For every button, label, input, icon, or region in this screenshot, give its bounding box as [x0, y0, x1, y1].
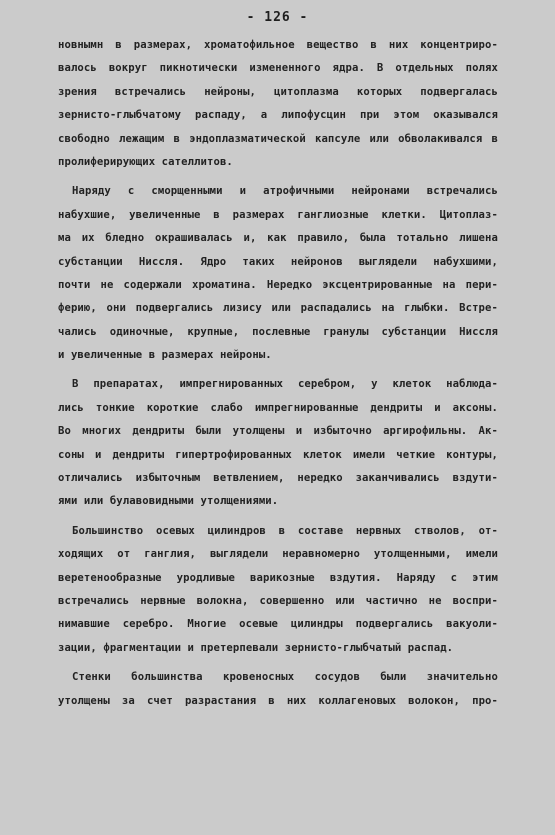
text-line: отличались избыточным ветвлением, нередко заканчивались вздути- — [58, 472, 498, 485]
text-line: валось вокруг пикнотически измененного ядра. В отдельных полях — [58, 62, 498, 75]
text-line: соны и дендриты гипертрофированных клеток имели четкие контуры, — [58, 448, 498, 461]
text-line: ма их бледно окрашивалась и, как правило, была тотально лишена — [58, 232, 498, 245]
text-line: зации, фрагментации и претерпевали зернисто-глыбчатый распад. — [58, 641, 454, 654]
text-line: нимавшие серебро. Многие осевые цилиндры подвергались вакуоли- — [58, 618, 498, 631]
text-line: ями или булавовидными утолщениями. — [58, 495, 279, 508]
text-line: ходящих от ганглия, выглядели неравномерно утолщенными, имели — [58, 548, 498, 561]
text-line: Стенки большинства кровеносных сосудов были значительно — [72, 671, 498, 684]
text-line: веретенообразные уродливые варикозные вздутия. Наряду с этим — [58, 571, 498, 584]
text-line: встречались нервные волокна, совершенно или частично не воспри- — [58, 594, 498, 607]
page-number: - 126 - — [246, 10, 309, 25]
text-line: Во многих дендриты были утолщены и избыточно аргирофильны. Ак- — [58, 425, 498, 438]
text-line: Большинство осевых цилиндров в составе нервных стволов, от- — [72, 524, 498, 537]
text-line: набухшие, увеличенные в размерах ганглиозные клетки. Цитоплаз- — [58, 208, 498, 221]
text-line: В препаратах, импрегнированных серебром, у клеток наблюда- — [72, 378, 498, 391]
text-line: пролиферирующих сателлитов. — [58, 155, 233, 168]
text-line: почти не содержали хроматина. Нередко эксцентрированные на пери- — [58, 278, 498, 291]
text-line: зернисто-глыбчатому распаду, а липофусцин при этом оказывался — [58, 109, 498, 122]
text-line: ферию, они подвергались лизису или распадались на глыбки. Встре- — [58, 302, 498, 315]
text-line: свободно лежащим в эндоплазматической капсуле или обволакивался в — [58, 132, 498, 145]
text-line: зрения встречались нейроны, цитоплазма которых подвергалась — [58, 85, 498, 98]
paragraph — [58, 520, 498, 660]
body-text — [58, 34, 498, 713]
paragraph — [58, 666, 498, 713]
text-line: чались одиночные, крупные, послевные гранулы субстанции Ниссля — [58, 325, 498, 338]
paragraph — [58, 373, 498, 513]
text-line: и увеличенные в размерах нейроны. — [58, 349, 272, 362]
text-line: Наряду с сморщенными и атрофичными нейронами встречались — [72, 185, 498, 198]
paragraph — [58, 180, 498, 367]
text-line: лись тонкие короткие слабо импрегнированные дендриты и аксоны. — [58, 401, 498, 414]
text-line: утолщены за счет разрастания в них коллагеновых волокон, про- — [58, 694, 498, 707]
text-line: субстанции Ниссля. Ядро таких нейронов выглядели набухшими, — [58, 255, 498, 268]
paragraph — [58, 34, 498, 174]
text-line: новнымн в размерах, хроматофильное вещество в них концентриро- — [58, 39, 498, 51]
